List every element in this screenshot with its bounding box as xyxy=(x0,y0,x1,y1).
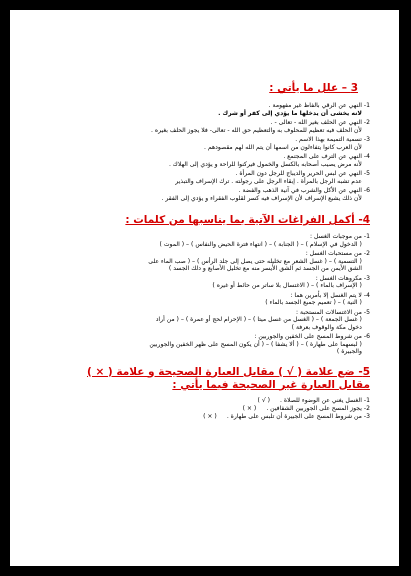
list-item xyxy=(28,333,370,356)
item-line: لأن العرب كانوا يتفاءلون من اسمها أن يتم الله لهم مقصودهم . xyxy=(204,143,362,151)
item-body xyxy=(28,292,362,307)
list-item xyxy=(28,119,370,134)
item-number: 4- xyxy=(363,153,370,160)
item-number: 3- xyxy=(363,274,370,282)
statement-text: يجوز المسح على الجوربين الشفافين . xyxy=(266,404,362,412)
section-3-title: 3 – علل ما يأتي : xyxy=(269,82,358,94)
item-line: من شروط المسح على الخفين والجوربين : xyxy=(254,333,362,340)
statement-text: من شروط المسح على الجبيرة أن تلبس على طهارة . xyxy=(226,412,362,420)
item-number: 1- xyxy=(363,102,370,109)
statement-item xyxy=(28,413,370,421)
item-line: لأن الحلف فيه تعظيم للمحلوف به والتعظيم حق الله - تعالى- فلا يجوز الحلف بغيره . xyxy=(151,126,362,134)
worksheet xyxy=(28,82,370,421)
item-line: ( التسمية ) – ( غسل الشعر مع تخليله حتى يصل إلى جلد الرأس ) – ( صب الماء على xyxy=(148,257,362,265)
item-body xyxy=(28,187,362,202)
item-number: 1- xyxy=(363,396,370,404)
item-line: النهي عن الأكل والشرب في آنية الذهب والفضة . xyxy=(238,187,362,194)
list-item xyxy=(28,233,370,248)
item-body xyxy=(28,250,362,273)
item-line: ( النية ) – ( تعميم جميع الجسد بالماء ) xyxy=(265,299,362,306)
item-body xyxy=(28,102,362,117)
item-number: 4- xyxy=(363,291,370,299)
list-item xyxy=(28,275,370,290)
item-line: عدم تشبه الرجل بالمرأة . إبقاء الرجل على رجولته . ترك الإسراف والتبذير xyxy=(175,177,362,185)
section-5-title-line-2: مقابل العبارة غير الصحيحة فيما يأتي : xyxy=(172,378,370,391)
item-line: من موجبات الغسل : xyxy=(309,233,362,240)
section-5-list xyxy=(28,397,370,421)
list-item xyxy=(28,292,370,307)
item-number: 2- xyxy=(363,404,370,412)
item-number: 3- xyxy=(363,412,370,420)
item-number: 1- xyxy=(363,233,370,240)
item-body xyxy=(28,170,362,185)
section-3-list xyxy=(28,102,370,202)
item-line: ( غسل الجمعة ) – ( الغسل من غسل ميتا ) – ( الإحرام لحج أو عمرة ) – ( من أراد xyxy=(155,316,362,323)
item-line: ( لبسهما على طهارة ) – ( ألا يشفا ) – ( أن يكون المسح على ظهر الخفين والجوربين xyxy=(149,340,362,348)
answer-mark: ( × ) xyxy=(203,412,217,420)
list-item xyxy=(28,309,370,332)
item-line: لانه يخشى أن يدخلها ما يؤدي إلى كفر أو شرك . xyxy=(218,109,362,117)
item-line: دخول مكة والوقوف بعرفة ) xyxy=(291,323,362,331)
list-item xyxy=(28,250,370,273)
section-4-title: 4- أكمل الفراغات الآتية بما يناسبها من كلمات : xyxy=(125,214,370,226)
list-item xyxy=(28,153,370,168)
item-line: من الاغتسالات المستحبة : xyxy=(296,308,362,316)
section-4-list xyxy=(28,233,370,356)
list-item xyxy=(28,187,370,202)
item-line: مكروهات الغسل : xyxy=(315,274,362,282)
item-line: تسمية التميمة بهذا الاسم . xyxy=(295,136,362,143)
item-number: 2- xyxy=(363,250,370,257)
item-line: النهي عن الحلف بغير الله - تعالى - . xyxy=(270,119,362,126)
item-number: 3- xyxy=(363,136,370,143)
item-number: 6- xyxy=(363,187,370,194)
item-body xyxy=(28,136,362,151)
item-line: لأن ذلك يشيع الإسراف لأن الإسراف فيه كسر لقلوب الفقراء و يؤدي إلى الفقر . xyxy=(161,194,362,202)
item-line: لأنه مرض يصيب أصحابه بالكسل والخمول فيركنوا للراحة و يؤدي إلى الهلاك . xyxy=(168,160,362,168)
list-item xyxy=(28,102,370,117)
list-item xyxy=(28,136,370,151)
document-page xyxy=(10,10,399,566)
item-line: النهي عن الرقي بالفاظ غير مفهومة . xyxy=(268,102,362,109)
section-5-title-line-1: 5- ضع علامة ( √ ) مقابل العبارة الصحيحة و علامة ( × ) xyxy=(87,365,370,378)
item-number: 5- xyxy=(363,170,370,177)
item-line: ( الدخول في الإسلام ) – ( الجنابة ) – ( انتهاء فترة الحيض والنفاس ) – ( الموت ) xyxy=(159,240,362,248)
item-body xyxy=(28,233,362,248)
item-body xyxy=(28,153,362,168)
item-line: النهي عن لبس الحرير والديباج للرجل دون المرأة . xyxy=(235,170,362,177)
item-line: لا يتم الغسل إلا بأمرين هما : xyxy=(290,291,362,299)
item-number: 2- xyxy=(363,119,370,126)
item-body xyxy=(28,309,362,332)
item-line: الشق الأيمن من الجسد ثم الشق الأيسر منه مع تخليل الأصابع و دلك الجسد ) xyxy=(168,265,362,272)
statement-text: الغسل يغني عن الوضوء للصلاة . xyxy=(280,396,362,404)
item-number: 6- xyxy=(363,333,370,340)
item-body xyxy=(28,333,362,356)
statement-item xyxy=(28,405,370,413)
item-body xyxy=(28,275,362,290)
item-line: والجبيرة ) xyxy=(336,348,362,355)
item-line: ( الإسراف بالماء ) – ( الاغتسال بلا ساتر من حائط أو غيره ) xyxy=(212,282,362,289)
answer-mark: ( √ ) xyxy=(257,396,271,404)
item-line: من مستحبات الغسل : xyxy=(305,250,362,257)
item-line: النهي عن الترف على المجتمع . xyxy=(283,153,362,160)
list-item xyxy=(28,170,370,185)
item-number: 5- xyxy=(363,308,370,316)
answer-mark: ( × ) xyxy=(242,404,257,412)
statement-item xyxy=(28,397,370,405)
item-body xyxy=(28,119,362,134)
